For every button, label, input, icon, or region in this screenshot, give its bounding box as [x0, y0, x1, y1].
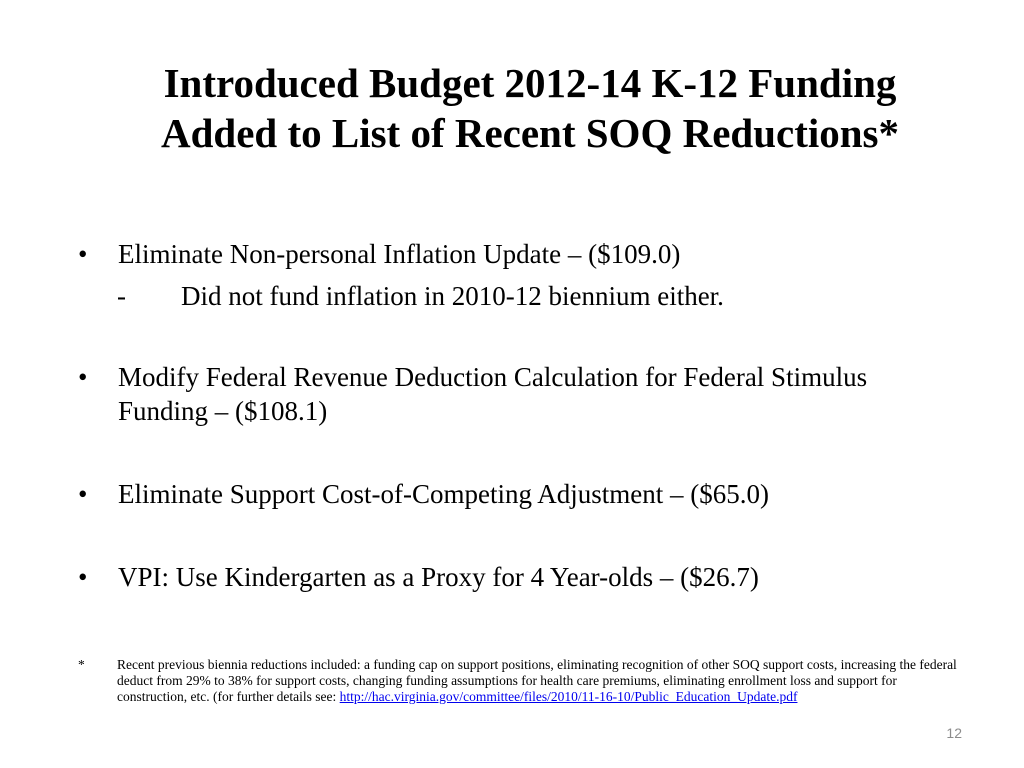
bullet-text: Modify Federal Revenue Deduction Calculation for Federal Stimulus Funding – ($108.1): [118, 362, 868, 426]
slide-title-line-1: Introduced Budget 2012-14 K-12 Funding: [163, 60, 897, 106]
bullet-dot: •: [78, 239, 88, 269]
bullet-text: Eliminate Non-personal Inflation Update – ($109.0): [118, 239, 681, 269]
sub-bullet-text: Did not fund inflation in 2010-12 biennium either.: [181, 281, 724, 311]
slide-title: [90, 58, 970, 158]
bullet-text: VPI: Use Kindergarten as a Proxy for 4 Year-olds – ($26.7): [118, 562, 759, 592]
bullet-dot: •: [78, 479, 88, 509]
slide-title-line-2: Added to List of Recent SOQ Reductions*: [160, 110, 900, 156]
footnote-marker: *: [78, 657, 85, 672]
footnote-link[interactable]: http://hac.virginia.gov/committee/files/2010/11-16-10/Public_Education_Update.pdf: [339, 689, 798, 704]
page-number: 12: [946, 725, 962, 741]
bullet-dot: •: [78, 562, 88, 592]
footnote-text: Recent previous biennia reductions included: a funding cap on support positions, eliminating recognition of other SOQ support costs, increasing the federal deduct from 29% to 38% for support costs, changing funding assumptions for health care premiums, eliminating enrollment loss and support for construction, etc. (for further details see:: [117, 657, 957, 704]
footnote-body: [117, 657, 967, 705]
sub-bullet-dash: -: [117, 281, 126, 311]
bullet-text: Eliminate Support Cost-of-Competing Adjustment – ($65.0): [118, 479, 769, 509]
bullet-dot: •: [78, 362, 88, 392]
